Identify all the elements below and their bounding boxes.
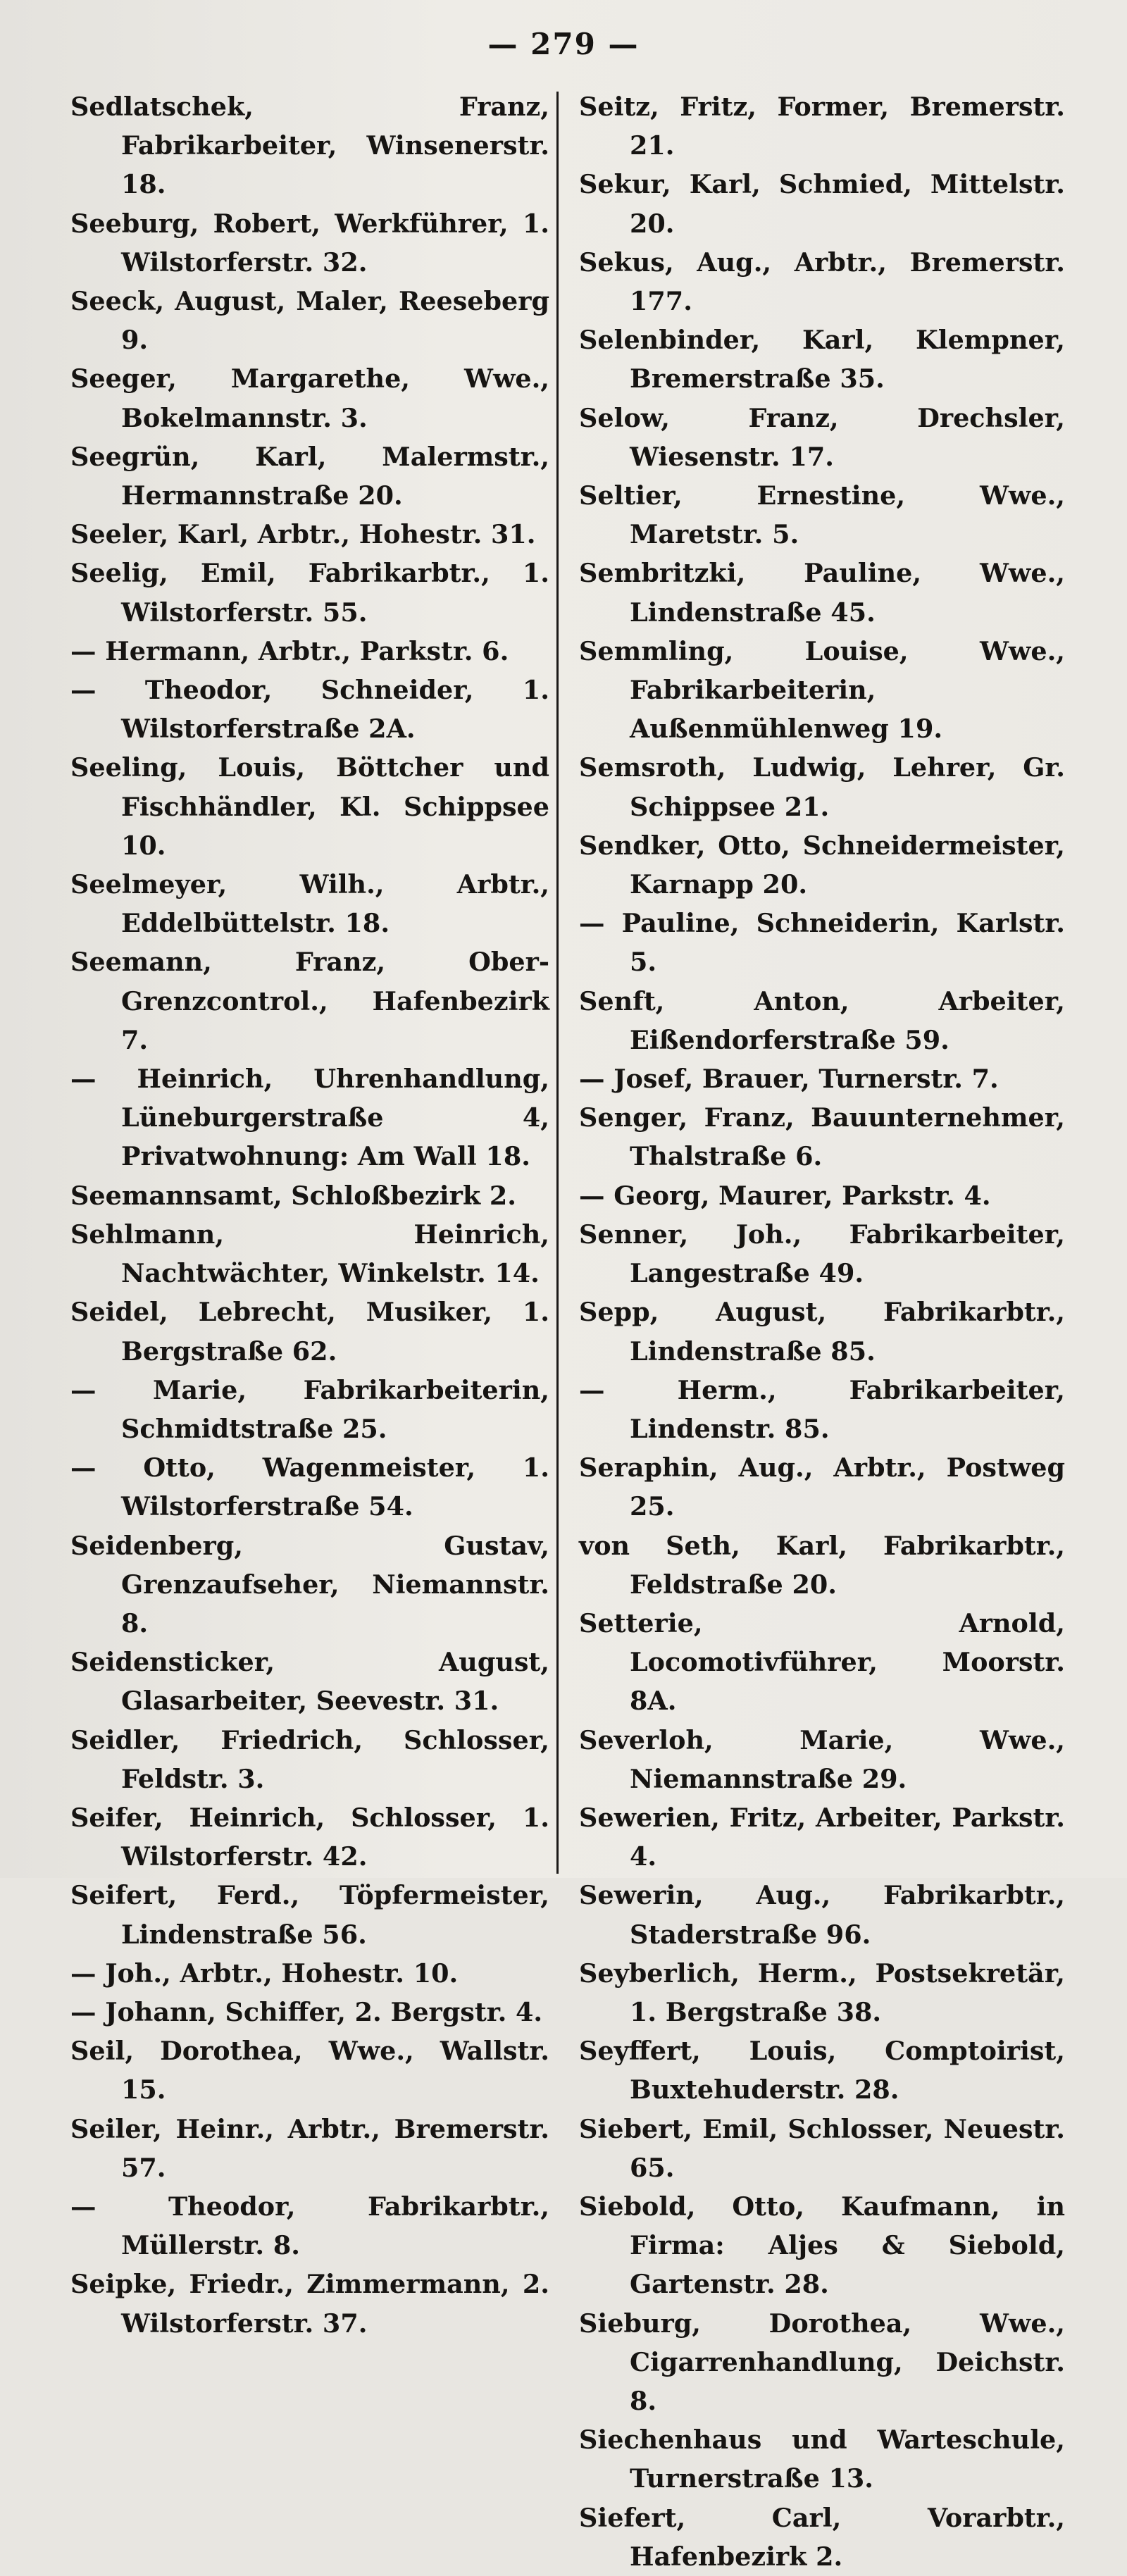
directory-entry: Seiler, Heinr., Arbtr., Bremerstr. 57.	[70, 2113, 549, 2183]
directory-entry: Seidensticker, August, Glasarbeiter, Seevestr. 31.	[70, 1647, 549, 1717]
directory-entry: Semmling, Louise, Wwe., Fabrikarbeiterin, Außenmühlenweg 19.	[579, 635, 1065, 745]
directory-entry: — Josef, Brauer, Turnerstr. 7.	[579, 1064, 999, 1095]
right-column	[579, 87, 1065, 2572]
directory-entry: Seipke, Friedr., Zimmermann, 2. Wilstorferstr. 37.	[70, 2269, 549, 2339]
directory-entry: — Joh., Arbtr., Hohestr. 10.	[70, 1958, 459, 1989]
directory-entry: Selenbinder, Karl, Klempner, Bremerstraße 35.	[579, 325, 1065, 394]
directory-entry: Seil, Dorothea, Wwe., Wallstr. 15.	[70, 2036, 549, 2105]
directory-entry: Senft, Anton, Arbeiter, Eißendorferstraße 59.	[579, 985, 1065, 1055]
directory-entry: Seidel, Lebrecht, Musiker, 1. Bergstraße 62.	[70, 1297, 549, 1367]
directory-entry: Seemannsamt, Schloßbezirk 2.	[70, 1180, 516, 1211]
directory-entry: Seeburg, Robert, Werkführer, 1. Wilstorferstr. 32.	[70, 208, 549, 278]
directory-entry: Sewerien, Fritz, Arbeiter, Parkstr. 4.	[579, 1802, 1065, 1872]
directory-entry: Seidenberg, Gustav, Grenzaufseher, Niemannstr. 8.	[70, 1530, 549, 1638]
page-number: — 279 —	[487, 27, 640, 61]
directory-entry: Seraphin, Aug., Arbtr., Postweg 25.	[579, 1452, 1065, 1522]
directory-entry: — Hermann, Arbtr., Parkstr. 6.	[70, 635, 509, 666]
directory-entry: Sekur, Karl, Schmied, Mittelstr. 20.	[579, 169, 1065, 239]
left-column	[70, 87, 549, 2339]
directory-entry: Siechenhaus und Warteschule, Turnerstraße 13.	[579, 2425, 1065, 2494]
directory-entry: Seifert, Ferd., Töpfermeister, Lindenstraße 56.	[70, 1880, 549, 1950]
directory-entry: — Georg, Maurer, Parkstr. 4.	[579, 1180, 991, 1211]
directory-entry: Seelig, Emil, Fabrikarbtr., 1. Wilstorferstr. 55.	[70, 558, 549, 628]
directory-entry: Siebold, Otto, Kaufmann, in Firma: Aljes & Siebold, Gartenstr. 28.	[579, 2191, 1065, 2300]
directory-entry: Seeger, Margarethe, Wwe., Bokelmannstr. 3.	[70, 363, 549, 433]
directory-entry: Seelmeyer, Wilh., Arbtr., Eddelbüttelstr. 18.	[70, 869, 549, 939]
directory-entry: Sedlatschek, Franz, Fabrikarbeiter, Winsenerstr. 18.	[70, 92, 549, 200]
directory-entry: — Herm., Fabrikarbeiter, Lindenstr. 85.	[579, 1374, 1065, 1444]
directory-entry: Seeling, Louis, Böttcher und Fischhändler, Kl. Schippsee 10.	[70, 752, 549, 861]
directory-entry: Seifer, Heinrich, Schlosser, 1. Wilstorferstr. 42.	[70, 1802, 549, 1872]
directory-entry: — Pauline, Schneiderin, Karlstr. 5.	[579, 908, 1065, 978]
directory-entry: Seitz, Fritz, Former, Bremerstr. 21.	[579, 92, 1065, 161]
directory-entry: — Heinrich, Uhrenhandlung, Lüneburgerstraße 4, Privatwohnung: Am Wall 18.	[70, 1064, 549, 1172]
directory-entry: Sembritzki, Pauline, Wwe., Lindenstraße 45.	[579, 558, 1065, 628]
directory-entry: Seeler, Karl, Arbtr., Hohestr. 31.	[70, 519, 536, 550]
directory-entry: — Otto, Wagenmeister, 1. Wilstorferstraße 54.	[70, 1452, 549, 1522]
directory-entry: Sendker, Otto, Schneidermeister, Karnapp 20.	[579, 830, 1065, 900]
directory-entry: Selow, Franz, Drechsler, Wiesenstr. 17.	[579, 402, 1065, 472]
column-divider	[556, 92, 559, 1874]
directory-entry: Senger, Franz, Bauunternehmer, Thalstraße 6.	[579, 1102, 1065, 1172]
directory-entry: Setterie, Arnold, Locomotivführer, Moorstr. 8A.	[579, 1607, 1065, 1717]
directory-entry: Sepp, August, Fabrikarbtr., Lindenstraße 85.	[579, 1297, 1065, 1367]
directory-entry: Siefert, Carl, Vorarbtr., Hafenbezirk 2.	[579, 2502, 1065, 2572]
directory-entry: Siebert, Emil, Schlosser, Neuestr. 65.	[579, 2113, 1065, 2183]
directory-entry: Seemann, Franz, Ober-Grenzcontrol., Hafenbezirk 7.	[70, 947, 549, 1055]
directory-entry: von Seth, Karl, Fabrikarbtr., Feldstraße 20.	[579, 1530, 1065, 1600]
directory-entry: Seegrün, Karl, Malermstr., Hermannstraße 20.	[70, 441, 549, 511]
directory-entry: Semsroth, Ludwig, Lehrer, Gr. Schippsee 21.	[579, 752, 1065, 822]
directory-entry: Sieburg, Dorothea, Wwe., Cigarrenhandlung, Deichstr. 8.	[579, 2308, 1065, 2416]
directory-entry: Sewerin, Aug., Fabrikarbtr., Staderstraße 96.	[579, 1880, 1065, 1950]
directory-entry: Sehlmann, Heinrich, Nachtwächter, Winkelstr. 14.	[70, 1219, 549, 1289]
directory-entry: — Marie, Fabrikarbeiterin, Schmidtstraße 25.	[70, 1374, 549, 1444]
directory-entry: — Theodor, Schneider, 1. Wilstorferstraße 2A.	[70, 675, 549, 745]
directory-entry: Sekus, Aug., Arbtr., Bremerstr. 177.	[579, 247, 1065, 317]
directory-entry: Seyffert, Louis, Comptoirist, Buxtehuderstr. 28.	[579, 2036, 1065, 2105]
directory-entry: Severloh, Marie, Wwe., Niemannstraße 29.	[579, 1724, 1065, 1794]
directory-entry: — Johann, Schiffer, 2. Bergstr. 4.	[70, 1996, 543, 2027]
directory-entry: Seeck, August, Maler, Reeseberg 9.	[70, 286, 549, 356]
directory-entry: Seidler, Friedrich, Schlosser, Feldstr. 3.	[70, 1724, 549, 1794]
directory-entry: Seyberlich, Herm., Postsekretär, 1. Bergstraße 38.	[579, 1958, 1065, 2027]
directory-entry: Senner, Joh., Fabrikarbeiter, Langestraße 49.	[579, 1219, 1065, 1289]
directory-entry: — Theodor, Fabrikarbtr., Müllerstr. 8.	[70, 2191, 549, 2261]
directory-entry: Seltier, Ernestine, Wwe., Maretstr. 5.	[579, 480, 1065, 550]
